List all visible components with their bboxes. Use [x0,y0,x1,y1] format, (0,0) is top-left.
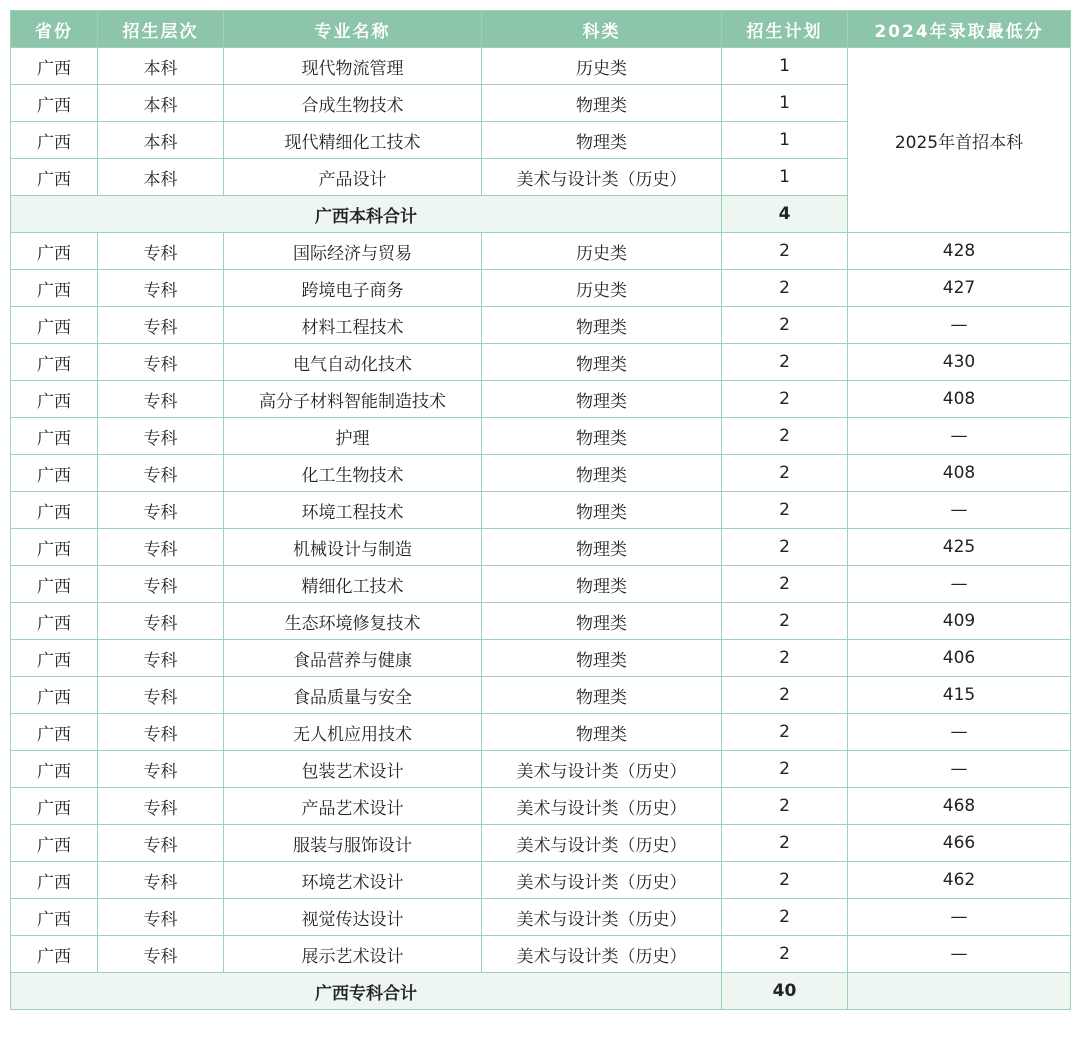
cell-province: 广西 [11,788,98,825]
cell-category: 美术与设计类（历史） [482,899,722,936]
header-plan: 招生计划 [722,11,848,48]
table-row [11,307,1071,344]
cell-level: 专科 [98,492,224,529]
cell-province: 广西 [11,862,98,899]
cell-province: 广西 [11,677,98,714]
cell-province: 广西 [11,936,98,973]
table-row [11,48,1071,85]
cell-province: 广西 [11,640,98,677]
cell-min-score: 428 [848,233,1071,270]
cell-level: 专科 [98,603,224,640]
table-row [11,677,1071,714]
header-min-score: 2024年录取最低分 [848,11,1071,48]
cell-major: 展示艺术设计 [224,936,482,973]
table-row [11,936,1071,973]
cell-category: 物理类 [482,418,722,455]
cell-category: 历史类 [482,270,722,307]
cell-category: 历史类 [482,233,722,270]
cell-category: 物理类 [482,455,722,492]
cell-plan: 2 [722,862,848,899]
table-row [11,603,1071,640]
cell-plan: 2 [722,714,848,751]
cell-category: 历史类 [482,48,722,85]
cell-min-score: — [848,714,1071,751]
cell-province: 广西 [11,455,98,492]
cell-province: 广西 [11,529,98,566]
cell-plan: 2 [722,640,848,677]
cell-min-score: 408 [848,381,1071,418]
cell-category: 物理类 [482,603,722,640]
cell-level: 专科 [98,677,224,714]
cell-major: 化工生物技术 [224,455,482,492]
cell-plan: 2 [722,677,848,714]
cell-plan: 1 [722,85,848,122]
cell-major: 产品设计 [224,159,482,196]
cell-min-score: 406 [848,640,1071,677]
cell-plan: 2 [722,751,848,788]
cell-min-score: — [848,751,1071,788]
cell-level: 专科 [98,418,224,455]
table-row [11,529,1071,566]
cell-major: 服装与服饰设计 [224,825,482,862]
cell-min-score: — [848,418,1071,455]
header-level: 招生层次 [98,11,224,48]
junior-subtotal-row [11,973,1071,1010]
cell-level: 专科 [98,788,224,825]
cell-category: 美术与设计类（历史） [482,936,722,973]
cell-plan: 2 [722,603,848,640]
cell-province: 广西 [11,603,98,640]
header-category: 科类 [482,11,722,48]
table-row [11,751,1071,788]
cell-plan: 2 [722,492,848,529]
table-row [11,714,1071,751]
cell-province: 广西 [11,122,98,159]
cell-min-score: 427 [848,270,1071,307]
cell-category: 物理类 [482,714,722,751]
cell-major: 生态环境修复技术 [224,603,482,640]
cell-plan: 2 [722,936,848,973]
cell-plan: 1 [722,159,848,196]
cell-level: 专科 [98,233,224,270]
cell-major: 高分子材料智能制造技术 [224,381,482,418]
cell-level: 专科 [98,862,224,899]
cell-major: 现代精细化工技术 [224,122,482,159]
table-row [11,418,1071,455]
cell-plan: 2 [722,270,848,307]
table-row [11,862,1071,899]
cell-province: 广西 [11,566,98,603]
header-row [11,11,1071,48]
cell-level: 专科 [98,270,224,307]
table-row [11,566,1071,603]
cell-level: 专科 [98,455,224,492]
cell-category: 物理类 [482,307,722,344]
cell-major: 材料工程技术 [224,307,482,344]
cell-major: 国际经济与贸易 [224,233,482,270]
cell-major: 机械设计与制造 [224,529,482,566]
cell-min-score: 425 [848,529,1071,566]
header-major: 专业名称 [224,11,482,48]
cell-undergrad-note: 2025年首招本科 [848,48,1071,233]
cell-plan: 2 [722,825,848,862]
cell-level: 专科 [98,307,224,344]
cell-category: 物理类 [482,344,722,381]
cell-major: 环境艺术设计 [224,862,482,899]
cell-level: 专科 [98,714,224,751]
cell-province: 广西 [11,159,98,196]
cell-province: 广西 [11,381,98,418]
cell-category: 物理类 [482,529,722,566]
cell-major: 视觉传达设计 [224,899,482,936]
cell-min-score: 430 [848,344,1071,381]
cell-major: 包装艺术设计 [224,751,482,788]
table-body [11,48,1071,1010]
cell-province: 广西 [11,344,98,381]
cell-major: 产品艺术设计 [224,788,482,825]
cell-province: 广西 [11,825,98,862]
table-row [11,788,1071,825]
cell-major: 无人机应用技术 [224,714,482,751]
cell-min-score: 468 [848,788,1071,825]
cell-plan: 2 [722,307,848,344]
cell-category: 物理类 [482,677,722,714]
table-row [11,899,1071,936]
cell-plan: 2 [722,381,848,418]
cell-category: 物理类 [482,566,722,603]
cell-province: 广西 [11,307,98,344]
table-row [11,825,1071,862]
cell-major: 电气自动化技术 [224,344,482,381]
cell-level: 专科 [98,529,224,566]
cell-plan: 2 [722,788,848,825]
cell-category: 美术与设计类（历史） [482,159,722,196]
cell-level: 专科 [98,566,224,603]
subtotal-plan: 40 [722,973,848,1010]
cell-min-score: — [848,307,1071,344]
cell-level: 专科 [98,640,224,677]
table-row [11,381,1071,418]
cell-province: 广西 [11,492,98,529]
cell-category: 美术与设计类（历史） [482,788,722,825]
cell-min-score: 415 [848,677,1071,714]
cell-major: 食品营养与健康 [224,640,482,677]
cell-province: 广西 [11,233,98,270]
enrollment-plan-table-container [10,10,1070,1010]
cell-plan: 2 [722,418,848,455]
cell-level: 本科 [98,85,224,122]
cell-plan: 2 [722,344,848,381]
cell-plan: 2 [722,455,848,492]
subtotal-empty [848,973,1071,1010]
cell-province: 广西 [11,899,98,936]
cell-min-score: — [848,936,1071,973]
cell-province: 广西 [11,714,98,751]
cell-min-score: — [848,899,1071,936]
cell-province: 广西 [11,270,98,307]
cell-min-score: 462 [848,862,1071,899]
header-province: 省份 [11,11,98,48]
cell-plan: 2 [722,899,848,936]
cell-province: 广西 [11,418,98,455]
cell-category: 物理类 [482,122,722,159]
cell-province: 广西 [11,85,98,122]
cell-category: 美术与设计类（历史） [482,862,722,899]
cell-plan: 1 [722,48,848,85]
cell-min-score: — [848,492,1071,529]
cell-level: 本科 [98,48,224,85]
cell-category: 美术与设计类（历史） [482,751,722,788]
cell-min-score: — [848,566,1071,603]
cell-level: 专科 [98,899,224,936]
cell-major: 环境工程技术 [224,492,482,529]
cell-category: 物理类 [482,640,722,677]
cell-min-score: 408 [848,455,1071,492]
cell-major: 护理 [224,418,482,455]
cell-province: 广西 [11,751,98,788]
subtotal-label: 广西专科合计 [11,973,722,1010]
cell-plan: 2 [722,566,848,603]
cell-plan: 2 [722,529,848,566]
cell-plan: 1 [722,122,848,159]
table-row [11,640,1071,677]
cell-level: 专科 [98,381,224,418]
cell-min-score: 466 [848,825,1071,862]
table-row [11,492,1071,529]
cell-level: 专科 [98,344,224,381]
cell-level: 本科 [98,122,224,159]
cell-major: 精细化工技术 [224,566,482,603]
cell-level: 专科 [98,936,224,973]
subtotal-plan: 4 [722,196,848,233]
cell-province: 广西 [11,48,98,85]
cell-category: 物理类 [482,381,722,418]
table-row [11,344,1071,381]
cell-category: 物理类 [482,492,722,529]
cell-category: 物理类 [482,85,722,122]
cell-level: 专科 [98,751,224,788]
cell-major: 跨境电子商务 [224,270,482,307]
table-row [11,233,1071,270]
cell-major: 食品质量与安全 [224,677,482,714]
cell-level: 本科 [98,159,224,196]
cell-min-score: 409 [848,603,1071,640]
cell-major: 现代物流管理 [224,48,482,85]
table-row [11,270,1071,307]
cell-category: 美术与设计类（历史） [482,825,722,862]
cell-plan: 2 [722,233,848,270]
table-row [11,455,1071,492]
cell-level: 专科 [98,825,224,862]
cell-major: 合成生物技术 [224,85,482,122]
subtotal-label: 广西本科合计 [11,196,722,233]
enrollment-plan-table [10,10,1071,1010]
